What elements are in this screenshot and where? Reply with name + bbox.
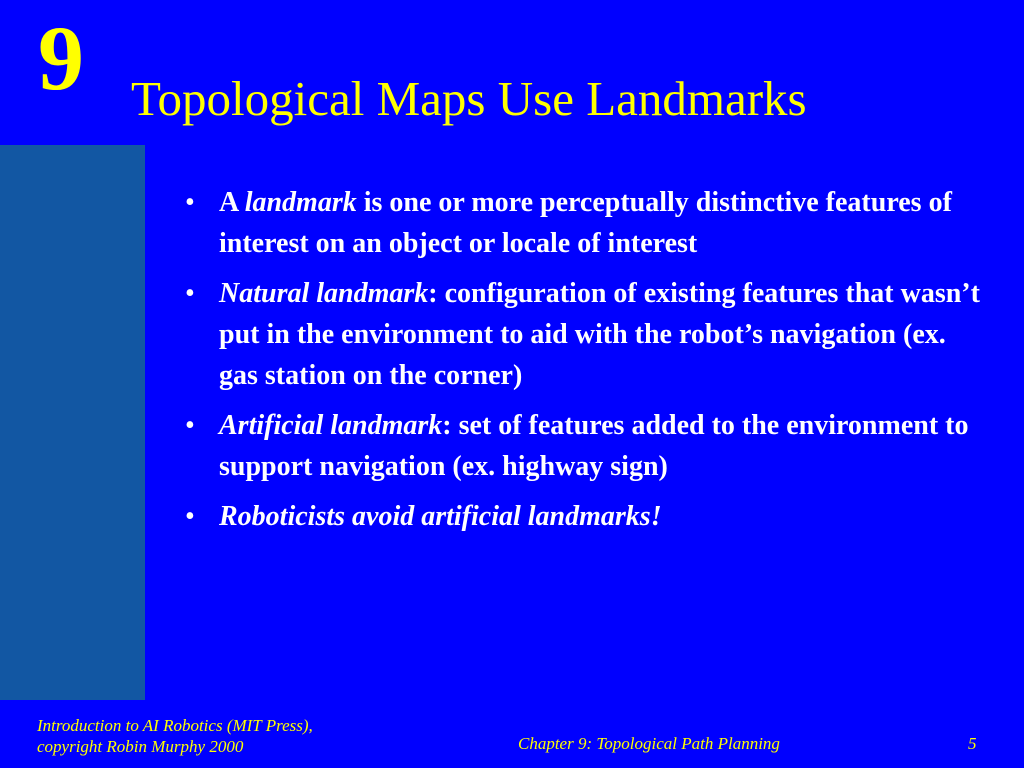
page-number: 5 [968, 734, 977, 753]
bullet-term: landmark [244, 187, 357, 218]
bullet-icon: • [185, 278, 195, 309]
bullet-icon: • [185, 410, 195, 441]
footer-credit [37, 715, 313, 757]
bullet-text: : configuration of existing features that wasn’t put in the environment to aid with the robot’s navigation (ex. gas station on the corner) [219, 278, 980, 391]
footer-credit-line2: copyright Robin Murphy 2000 [37, 737, 244, 756]
bullet-item-natural-landmark [185, 273, 985, 396]
slide-title: Topological Maps Use Landmarks [131, 71, 807, 126]
bullet-icon: • [185, 501, 195, 532]
chapter-number: 9 [38, 7, 84, 109]
bullet-term: Artificial landmark [219, 410, 443, 441]
bullet-text: is one or more perceptually distinctive features of interest on an object or locale of interest [219, 187, 952, 259]
bullet-text: : set of features added to the environment to support navigation (ex. highway sign) [219, 410, 969, 482]
bullet-item-landmark [185, 182, 985, 264]
bullet-term: Roboticists avoid artificial landmarks! [219, 501, 662, 532]
bullet-item-artificial-landmark [185, 405, 985, 487]
bullet-lead: A [219, 187, 245, 218]
bullet-item-roboticists-avoid [185, 496, 985, 537]
bullet-term: Natural landmark [219, 278, 429, 309]
side-panel [0, 145, 145, 700]
footer-credit-line1: Introduction to AI Robotics (MIT Press), [37, 716, 313, 735]
bullet-list [185, 182, 985, 546]
footer-chapter: Chapter 9: Topological Path Planning [518, 734, 780, 753]
bullet-icon: • [185, 187, 195, 218]
